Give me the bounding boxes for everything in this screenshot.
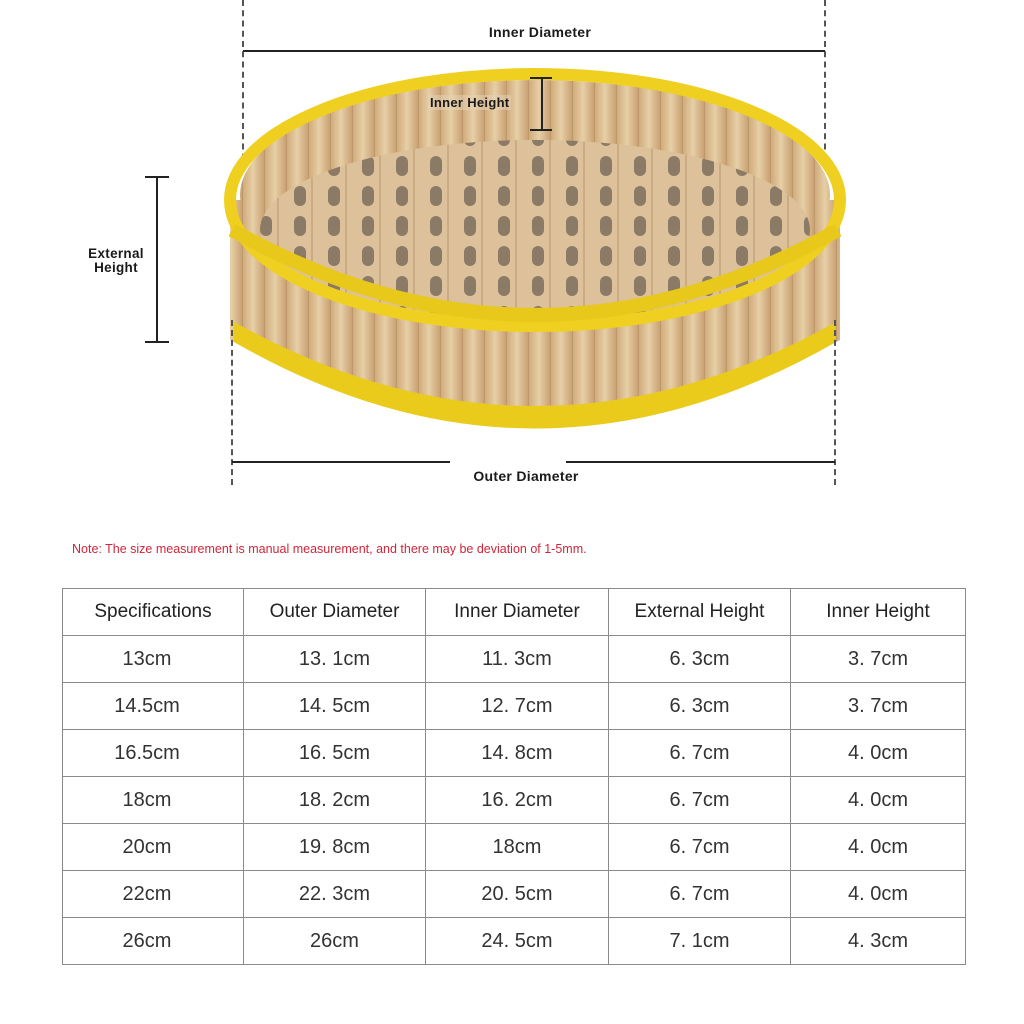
- outer-diameter-label: Outer Diameter: [473, 468, 579, 484]
- cell-external-height: 6. 7cm: [609, 824, 791, 871]
- cell-external-height: 7. 1cm: [609, 918, 791, 965]
- table-row: [63, 730, 966, 777]
- external-height-label-line2: Height: [94, 260, 138, 275]
- table-header-row: [63, 589, 966, 636]
- cell-inner-diameter: 24. 5cm: [426, 918, 609, 965]
- header-specifications: Specifications: [63, 589, 244, 636]
- cell-spec: 13cm: [63, 636, 244, 683]
- external-height-label: [76, 247, 156, 275]
- cell-spec: 16.5cm: [63, 730, 244, 777]
- inner-height-marker-top: [530, 77, 552, 79]
- cell-inner-height: 4. 0cm: [791, 777, 966, 824]
- cell-outer-diameter: 13. 1cm: [244, 636, 426, 683]
- inner-diameter-label: Inner Diameter: [488, 24, 592, 40]
- cell-inner-height: 4. 3cm: [791, 918, 966, 965]
- header-inner-height: Inner Height: [791, 589, 966, 636]
- external-height-marker-bottom: [145, 341, 169, 343]
- cell-outer-diameter: 14. 5cm: [244, 683, 426, 730]
- cell-spec: 20cm: [63, 824, 244, 871]
- measurement-note: Note: The size measurement is manual measurement, and there may be deviation of 1-5mm.: [72, 542, 587, 556]
- cell-spec: 14.5cm: [63, 683, 244, 730]
- cell-external-height: 6. 7cm: [609, 777, 791, 824]
- cell-outer-diameter: 16. 5cm: [244, 730, 426, 777]
- outer-diameter-line-right: [566, 461, 835, 463]
- table-row: [63, 636, 966, 683]
- cell-external-height: 6. 3cm: [609, 636, 791, 683]
- cell-inner-diameter: 11. 3cm: [426, 636, 609, 683]
- table-row: [63, 824, 966, 871]
- outer-diameter-line-left: [232, 461, 450, 463]
- table-row: [63, 683, 966, 730]
- inner-diameter-line: [243, 50, 825, 52]
- inner-height-marker-bottom: [530, 129, 552, 131]
- external-height-label-line1: External: [88, 246, 144, 261]
- cell-inner-diameter: 12. 7cm: [426, 683, 609, 730]
- cell-inner-diameter: 16. 2cm: [426, 777, 609, 824]
- cell-inner-height: 4. 0cm: [791, 824, 966, 871]
- table-row: [63, 871, 966, 918]
- cell-outer-diameter: 26cm: [244, 918, 426, 965]
- cell-external-height: 6. 7cm: [609, 730, 791, 777]
- size-spec-table: [62, 588, 966, 965]
- inner-height-label: Inner Height: [430, 95, 510, 110]
- cell-inner-diameter: 18cm: [426, 824, 609, 871]
- cell-spec: 26cm: [63, 918, 244, 965]
- inner-height-marker: [541, 77, 543, 129]
- cell-external-height: 6. 7cm: [609, 871, 791, 918]
- external-height-marker: [156, 176, 158, 341]
- cell-inner-diameter: 20. 5cm: [426, 871, 609, 918]
- cell-inner-height: 4. 0cm: [791, 871, 966, 918]
- cell-inner-diameter: 14. 8cm: [426, 730, 609, 777]
- cell-inner-height: 3. 7cm: [791, 683, 966, 730]
- cell-spec: 18cm: [63, 777, 244, 824]
- header-external-height: External Height: [609, 589, 791, 636]
- cell-external-height: 6. 3cm: [609, 683, 791, 730]
- bamboo-steamer-image: [220, 60, 850, 460]
- table-row: [63, 918, 966, 965]
- header-outer-diameter: Outer Diameter: [244, 589, 426, 636]
- cell-inner-height: 4. 0cm: [791, 730, 966, 777]
- external-height-marker-top: [145, 176, 169, 178]
- cell-inner-height: 3. 7cm: [791, 636, 966, 683]
- cell-outer-diameter: 18. 2cm: [244, 777, 426, 824]
- cell-spec: 22cm: [63, 871, 244, 918]
- cell-outer-diameter: 22. 3cm: [244, 871, 426, 918]
- table-row: [63, 777, 966, 824]
- header-inner-diameter: Inner Diameter: [426, 589, 609, 636]
- cell-outer-diameter: 19. 8cm: [244, 824, 426, 871]
